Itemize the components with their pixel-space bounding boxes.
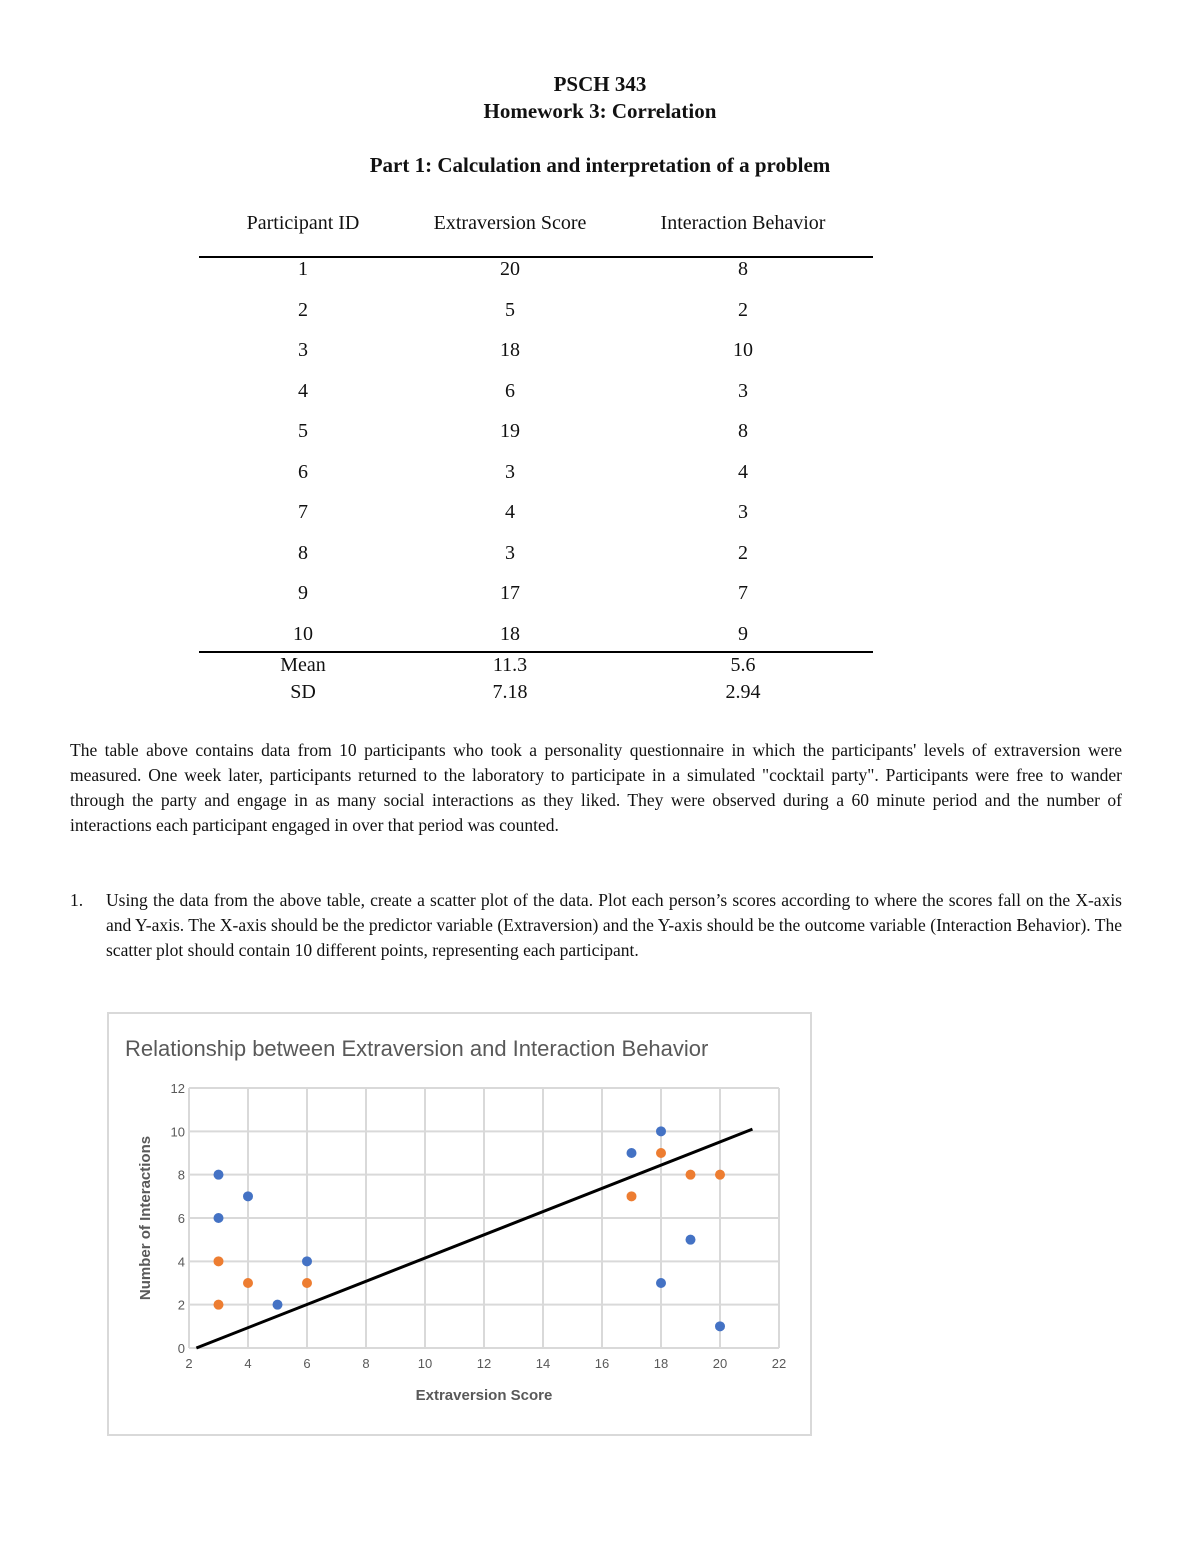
data-point-orange [214,1300,224,1310]
table-cell: 3 [738,379,748,402]
part-title: Part 1: Calculation and interpretation of a problem [369,153,831,177]
y-tick-label: 10 [170,1124,185,1140]
table-cell: 3 [738,501,748,523]
data-point-blue [627,1148,637,1158]
table-cell: 8 [738,258,748,280]
table-cell: 2 [738,298,748,321]
chart-svg [109,1014,810,1434]
data-point-blue [214,1213,224,1223]
table-bottom-rule [199,651,873,653]
y-tick-label: 4 [177,1254,185,1270]
table-cell: 18 [500,339,520,361]
table-cell: 9 [298,582,308,604]
data-point-blue [214,1170,224,1180]
x-tick-label: 12 [476,1356,492,1371]
table-cell: 10 [733,339,753,361]
x-tick-label: 16 [594,1356,610,1371]
data-point-blue [715,1321,725,1331]
table-cell: 5 [298,420,308,442]
chart-title: Relationship between Extraversion and Interaction Behavior [125,1036,709,1061]
table-cell: 5 [505,298,515,321]
scatter-chart [107,1012,812,1436]
table-cell: 3 [505,460,515,483]
data-point-blue [656,1278,666,1288]
data-point-orange [715,1170,725,1180]
question-text: Using the data from the above table, create a scatter plot of the data. Plot each person’s scores according to where the scores fall on the X-axis and Y-axis. The X-axis should be the predictor variable (Extraversion) and the Y-axis should be the outcome variable (Interaction Behavior). The scatter plot should contain 10 different points, representing each participant. [106,890,1122,960]
description-paragraph: The table above contains data from 10 participants who took a personality questionnaire in which the participants' levels of extraversion were measured. One week later, participants returned to the laboratory to participate in a simulated "cocktail party". Participants were free to wander through the party and engage in as many social interactions as they liked. They were observed during a 60 minute period and the number of interactions each participant engaged in over that period was counted. [70,740,1122,835]
y-tick-label: 6 [177,1211,185,1226]
data-point-orange [214,1256,224,1266]
y-tick-label: 2 [177,1297,185,1313]
table-cell: 20 [500,258,520,280]
summary-cell: 5.6 [730,654,756,676]
column-header: Participant ID [246,212,360,234]
table-cell: 17 [500,582,520,604]
course-title: PSCH 343 [553,72,647,96]
y-tick-label: 8 [177,1167,185,1183]
table-cell: 6 [505,379,515,402]
table-cell: 7 [738,582,748,604]
summary-cell: Mean [280,654,326,676]
column-header: Extraversion Score [433,212,587,234]
x-tick-label: 2 [185,1356,193,1371]
x-axis-label: Extraversion Score [415,1387,553,1404]
data-point-blue [656,1126,666,1136]
table-cell: 18 [500,622,520,645]
summary-cell: 7.18 [492,681,528,703]
y-axis-label: Number of Interactions [137,1135,154,1301]
table-cell: 8 [738,420,748,442]
table-cell: 4 [298,379,308,402]
table-cell: 6 [298,460,308,483]
table-cell: 7 [298,501,308,523]
data-point-orange [686,1170,696,1180]
data-point-blue [686,1235,696,1245]
data-point-orange [656,1148,666,1158]
x-tick-label: 22 [771,1356,787,1371]
summary-cell: 11.3 [492,654,528,676]
homework-title: Homework 3: Correlation [483,99,717,123]
trendline [196,1129,752,1348]
data-point-blue [302,1256,312,1266]
table-cell: 4 [738,460,748,483]
table-cell: 3 [505,541,515,564]
x-tick-label: 18 [653,1356,669,1371]
x-tick-label: 14 [535,1356,551,1371]
data-point-blue [273,1300,283,1310]
x-tick-label: 8 [362,1356,370,1371]
x-tick-label: 10 [417,1356,433,1371]
data-point-blue [243,1191,253,1201]
table-cell: 10 [293,622,313,645]
data-point-orange [627,1191,637,1201]
x-tick-label: 6 [303,1356,311,1371]
table-cell: 2 [738,541,748,564]
x-tick-label: 20 [712,1356,728,1371]
y-tick-label: 12 [170,1081,185,1096]
table-cell: 8 [298,541,308,564]
x-tick-label: 4 [244,1356,252,1371]
table-cell: 4 [505,501,515,523]
table-cell: 3 [298,339,308,361]
question-number: 1. [70,890,84,910]
data-point-orange [302,1278,312,1288]
y-tick-label: 0 [177,1341,185,1356]
table-cell: 9 [738,622,748,645]
data-point-orange [243,1278,253,1288]
summary-cell: SD [290,681,316,703]
table-cell: 1 [298,258,308,280]
table-cell: 19 [500,420,520,442]
table-cell: 2 [298,298,308,321]
column-header: Interaction Behavior [660,212,826,234]
summary-cell: 2.94 [725,681,761,703]
